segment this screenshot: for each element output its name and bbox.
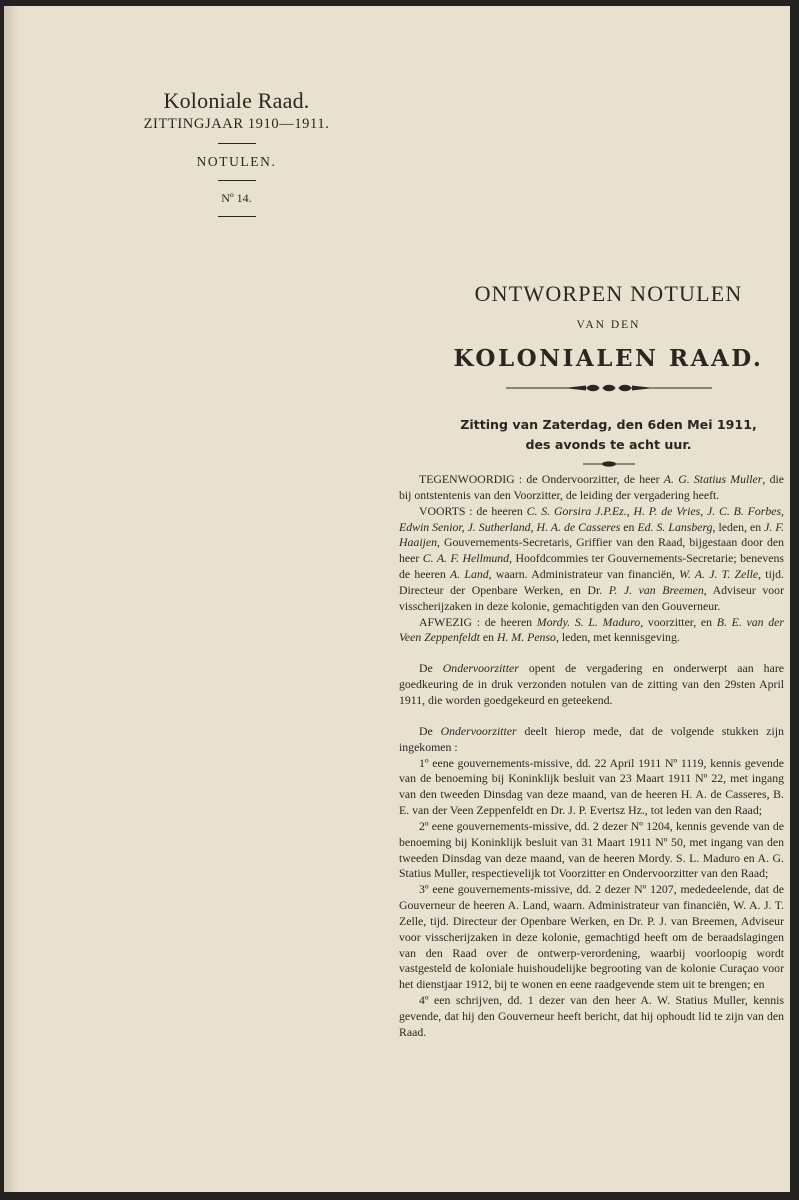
divider: [218, 143, 256, 144]
list-item: 3º eene gouvernements-missive, dd. 2 dezer Nº 1207, mededeelende, dat de Gouverneur de heeren A. Land, waarn. Administrateur van financiën, W. A. J. T. Zelle, tijd. Directeur der Openbare Werken, en Dr. P. J. van Breemen, Adviseur voor visscherijzaken in deze kolonie, gemachtigd heeft om de beraadslagingen van den Raad over de ontwerp-verordening, waarbij voorloopig wordt vastgesteld de koloniale huishoudelijke begrooting van de kolonie Curaçao voor het dienstjaar 1912, bij te wonen en eene raadgevende stem uit te brengen; en: [399, 882, 784, 992]
italic-name: Ondervoorzitter: [442, 661, 519, 676]
issue-number: Nº 14.: [221, 191, 252, 205]
italic-name: P. J. van Breemen: [608, 582, 704, 597]
list-item: 2º eene gouvernements-missive, dd. 2 dezer Nº 1204, kennis gevende van de benoeming bij Koninklijk besluit van 31 Maart 1911 Nº 50, met ingang van den tweeden Dinsdag van deze maand, van de heeren Mordy. S. L. Maduro en A. G. Statius Muller, respectievelijk tot Voorzitter en Ondervoorzitter van den Raad;: [399, 818, 784, 881]
section-label: NOTULEN.: [196, 154, 277, 169]
paragraph-announcement: De Ondervoorzitter deelt hierop mede, dat de volgende stukken zijn ingekomen :: [399, 723, 784, 754]
document-page: [4, 6, 790, 1192]
session-time: des avonds te acht uur.: [525, 437, 692, 452]
italic-name: H. M. Penso: [496, 630, 556, 645]
ornament-rule-icon: [506, 380, 712, 396]
small-ornament-icon: [583, 459, 635, 469]
paragraph-absent: AFWEZIG : de heeren Mordy. S. L. Maduro, voorzitter, en B. E. van der Veen Zeppenfeldt en H. M. Penso, leden, met kennisgeving.: [399, 614, 785, 645]
divider: [218, 180, 256, 181]
masthead-connector: VAN DEN: [576, 319, 641, 331]
paragraph-present: TEGENWOORDIG : de Ondervoorzitter, de heer A. G. Statius Muller, die bij ontstentenis van den Voorzitter, de leiding der vergadering heeft.: [399, 472, 784, 502]
italic-name: A. Land: [450, 567, 489, 582]
italic-name: J. F. Haaijen: [399, 519, 784, 550]
session-info: [436, 415, 781, 455]
paragraph-also-present: VOORTS : de heeren C. S. Gorsira J.P.Ez., H. P. de Vries, J. C. B. Forbes, Edwin Senior, J. Sutherland, H. A. de Casseres en Ed. S. Lansberg, leden, en J. F. Haaijen, Gouvernements-Secretaris, Griffier van den Raad, bijgestaan door den heer C. A. F. Hellmund, Hoofdcommies ter Gouvernements-Secretarie; benevens de heeren A. Land, waarn. Administrateur van financiën, W. A. J. T. Zelle, tijd. Directeur der Openbare Werken, en Dr. P. J. van Breemen, Adviseur voor visscherijzaken in deze kolonie, gemachtigden van den Gouverneur.: [399, 503, 784, 613]
italic-name: B. E. van der Veen Zeppenfeldt: [399, 614, 785, 645]
italic-name: C. A. F. Hellmund: [422, 551, 510, 566]
minutes-body: [399, 472, 784, 1041]
italic-name: W. A. J. T. Zelle: [679, 567, 759, 582]
italic-name: C. S. Gorsira J.P.Ez., H. P. de Vries, J. C. B. Forbes, Edwin Senior, J. Sutherland, H. A. de Casseres: [399, 503, 784, 534]
session-date: Zitting van Zaterdag, den 6den Mei 1911,: [460, 417, 757, 432]
session-year: ZITTINGJAAR 1910—1911.: [143, 116, 330, 132]
italic-name: Ed. S. Lansberg: [637, 519, 713, 534]
list-item: 1º eene gouvernements-missive, dd. 22 April 1911 Nº 1119, kennis gevende van de benoeming bij Koninklijk besluit van 23 Maart 1911 Nº 22, met ingang van den tweeden Dinsdag van deze maand, van de heeren H. A. de Casseres, B. E. van der Veen Zeppenfeldt en Dr. J. P. Evertsz Hz., tot leden van den Raad;: [399, 755, 784, 818]
paragraph-opening: De Ondervoorzitter opent de vergadering en onderwerpt aan hare goedkeuring de in druk verzonden notulen van de zitting van den 29sten April 1911, die worden goedgekeurd en geteekend.: [399, 661, 784, 707]
italic-name: Mordy. S. L. Maduro: [536, 614, 641, 629]
masthead-council: KOLONIALEN RAAD.: [453, 345, 764, 372]
masthead: [436, 281, 781, 474]
divider: [218, 216, 256, 217]
council-title: Koloniale Raad.: [163, 88, 310, 113]
left-header: [94, 88, 379, 225]
italic-name: A. G. Statius Muller: [663, 472, 763, 486]
masthead-title: ONTWORPEN NOTULEN: [474, 281, 743, 306]
italic-name: Ondervoorzitter: [440, 723, 517, 738]
list-item: 4º een schrijven, dd. 1 dezer van den heer A. W. Statius Muller, kennis gevende, dat hij den Gouverneur heeft bericht, dat hij ophoudt lid te zijn van den Raad.: [399, 993, 784, 1039]
